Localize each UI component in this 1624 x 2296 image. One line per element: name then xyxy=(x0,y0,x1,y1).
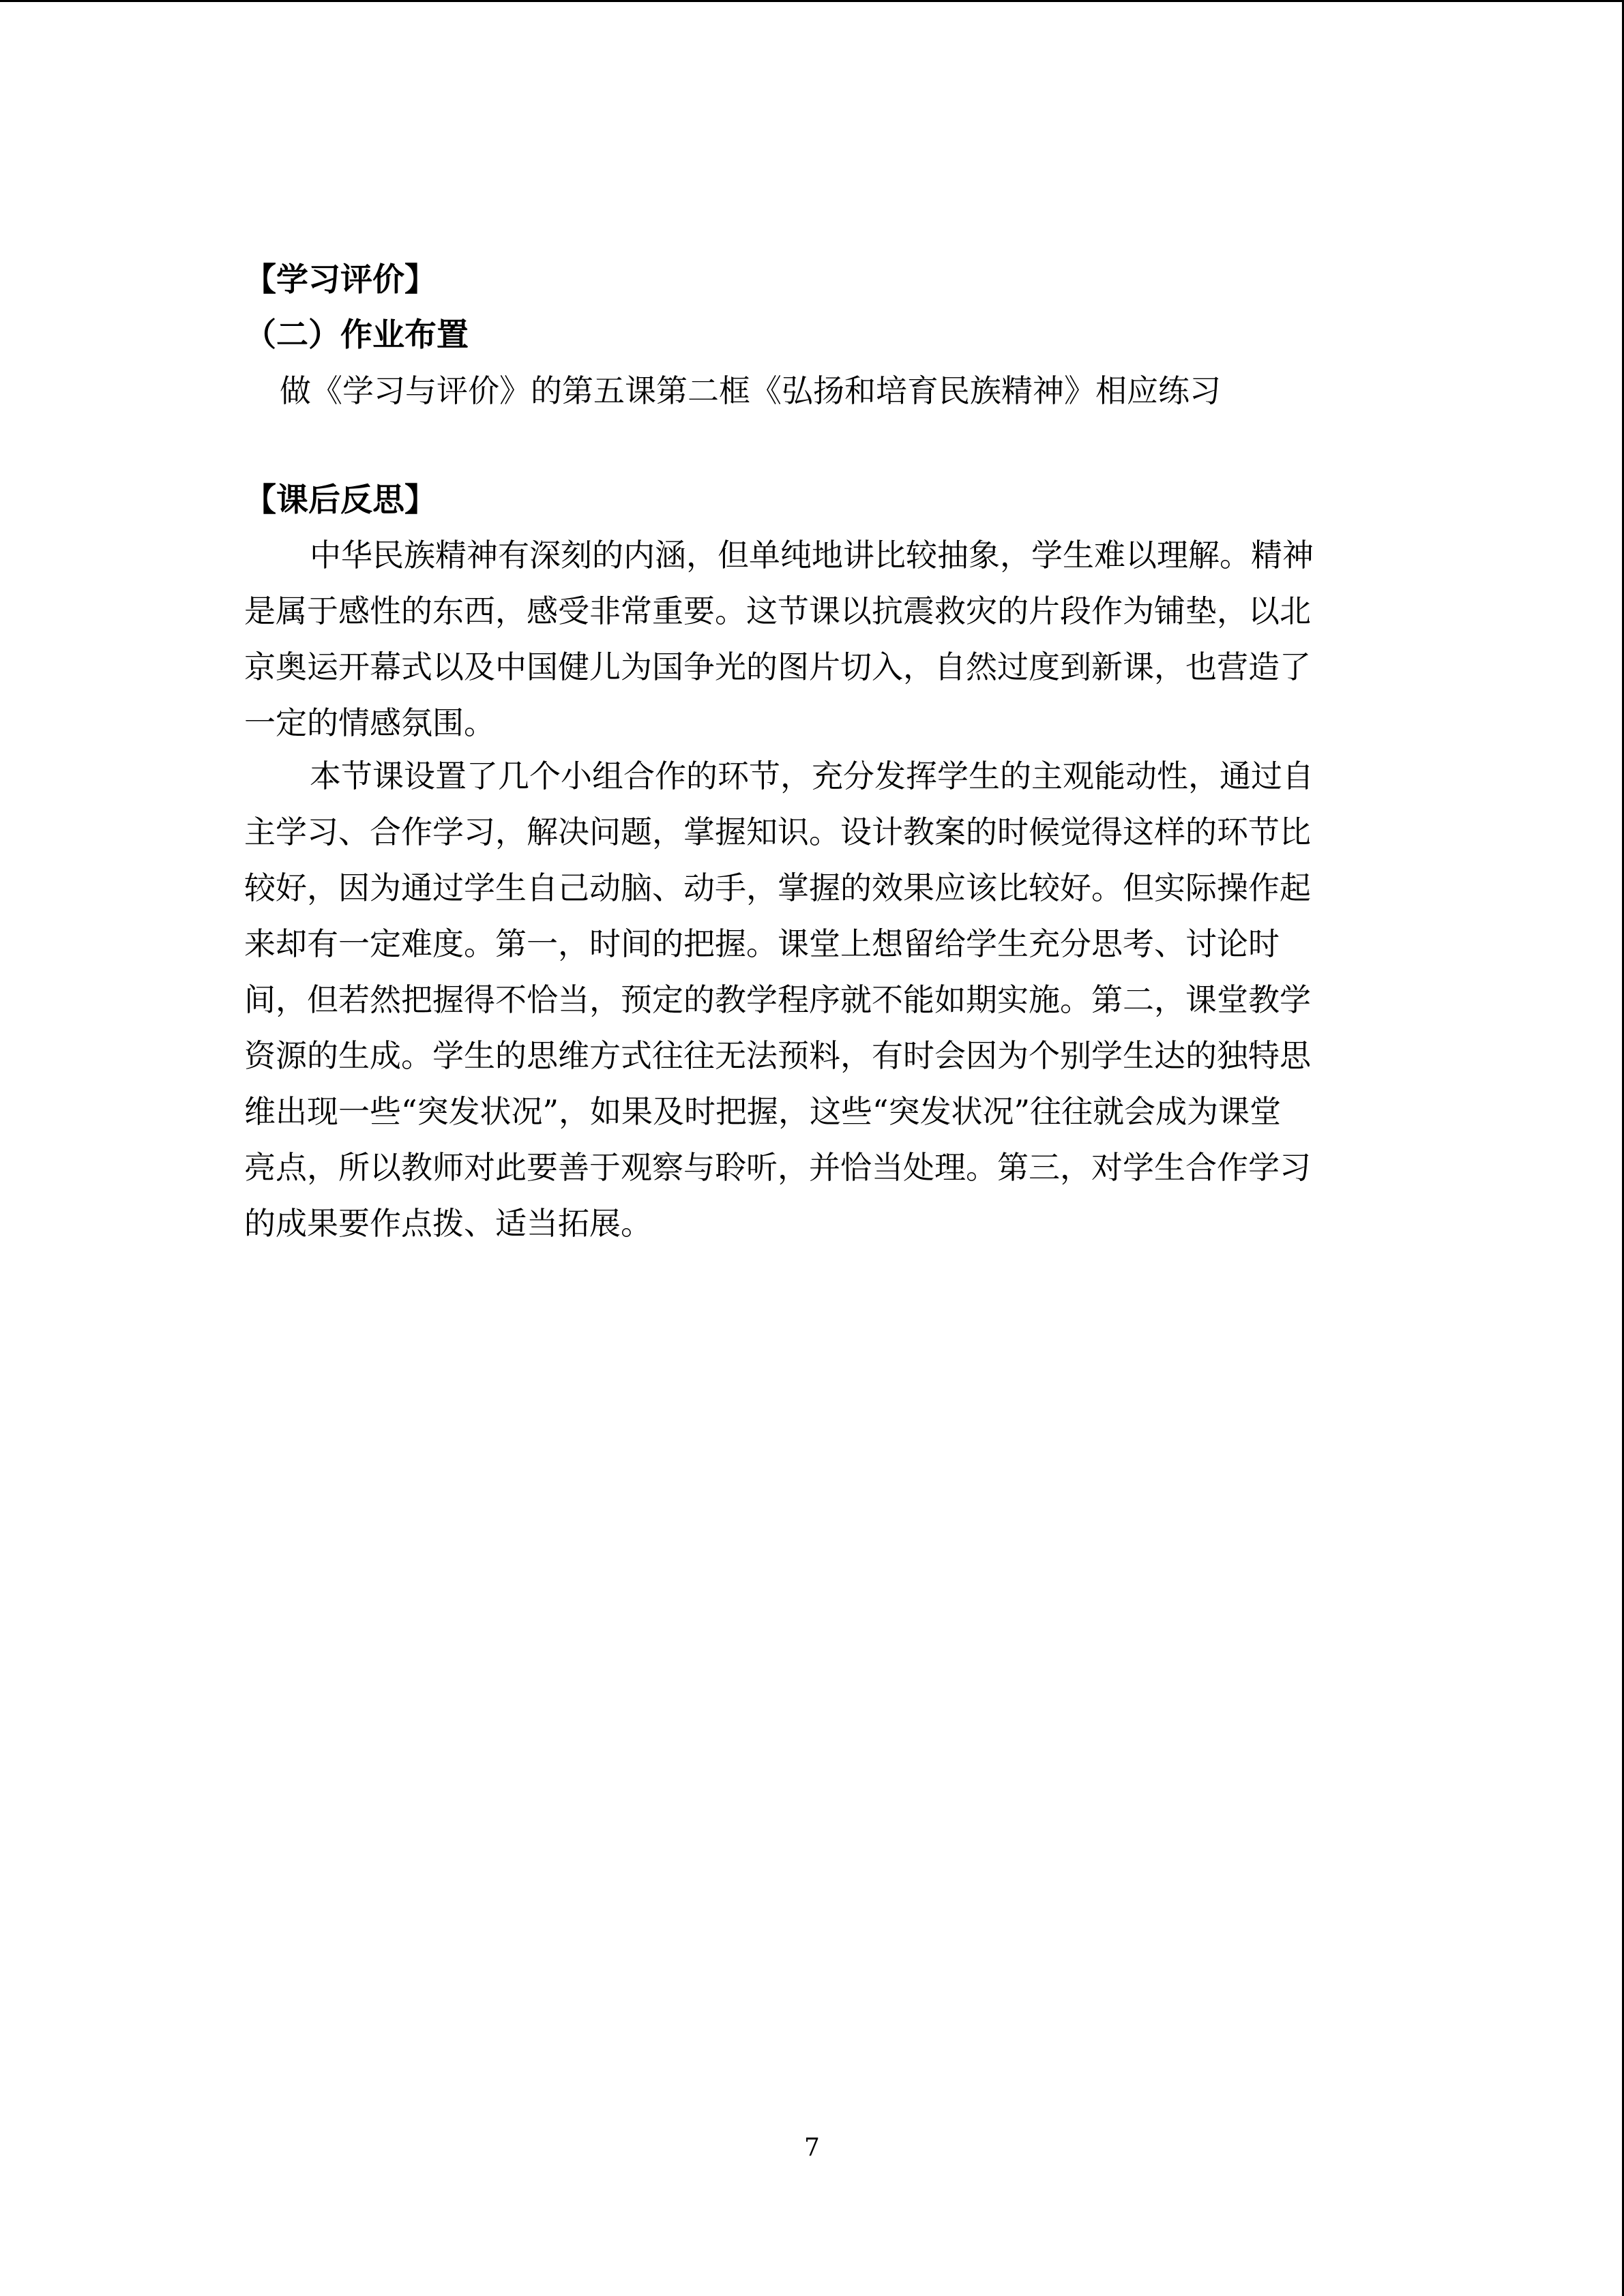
reflection-paragraph-2 xyxy=(244,748,1376,1251)
evaluation-heading: 【学习评价】 xyxy=(244,261,437,299)
reflection-heading: 【课后反思】 xyxy=(244,481,437,519)
paragraph-line: 一定的情感氛围。 xyxy=(244,704,495,741)
paragraph-line: 间，但若然把握得不恰当，预定的教学程序就不能如期实施。第二，课堂教学 xyxy=(244,981,1311,1018)
paragraph-line: 资源的生成。学生的思维方式往往无法预料，有时会因为个别学生达的独特思 xyxy=(244,1037,1311,1074)
paragraph-line: 中华民族精神有深刻的内涵，但单纯地讲比较抽象，学生难以理解。精神 xyxy=(310,537,1314,573)
page-number: 7 xyxy=(804,2134,820,2162)
page-top-border xyxy=(0,0,1624,2)
paragraph-line: 来却有一定难度。第一，时间的把握。课堂上想留给学生充分思考、讨论时 xyxy=(244,925,1280,962)
paragraph-line: 亮点，所以教师对此要善于观察与聆听，并恰当处理。第三，对学生合作学习 xyxy=(244,1149,1311,1186)
homework-heading: （二）作业布置 xyxy=(244,316,469,354)
paragraph-line: 的成果要作点拨、适当拓展。 xyxy=(244,1205,652,1242)
reflection-paragraph-1 xyxy=(244,527,1376,751)
homework-text: 做《学习与评价》的第五课第二框《弘扬和培育民族精神》相应练习 xyxy=(280,372,1221,409)
paragraph-line: 维出现一些“突发状况”，如果及时把握，这些“突发状况”往往就会成为课堂 xyxy=(244,1093,1282,1130)
paragraph-line: 主学习、合作学习，解决问题，掌握知识。设计教案的时候觉得这样的环节比 xyxy=(244,814,1311,850)
paragraph-line: 较好，因为通过学生自己动脑、动手，掌握的效果应该比较好。但实际操作起 xyxy=(244,869,1311,906)
paragraph-line: 本节课设置了几个小组合作的环节，充分发挥学生的主观能动性，通过自 xyxy=(310,758,1314,794)
paragraph-line: 是属于感性的东西，感受非常重要。这节课以抗震救灾的片段作为铺垫，以北 xyxy=(244,593,1311,629)
paragraph-line: 京奥运开幕式以及中国健儿为国争光的图片切入，自然过度到新课，也营造了 xyxy=(244,648,1311,685)
